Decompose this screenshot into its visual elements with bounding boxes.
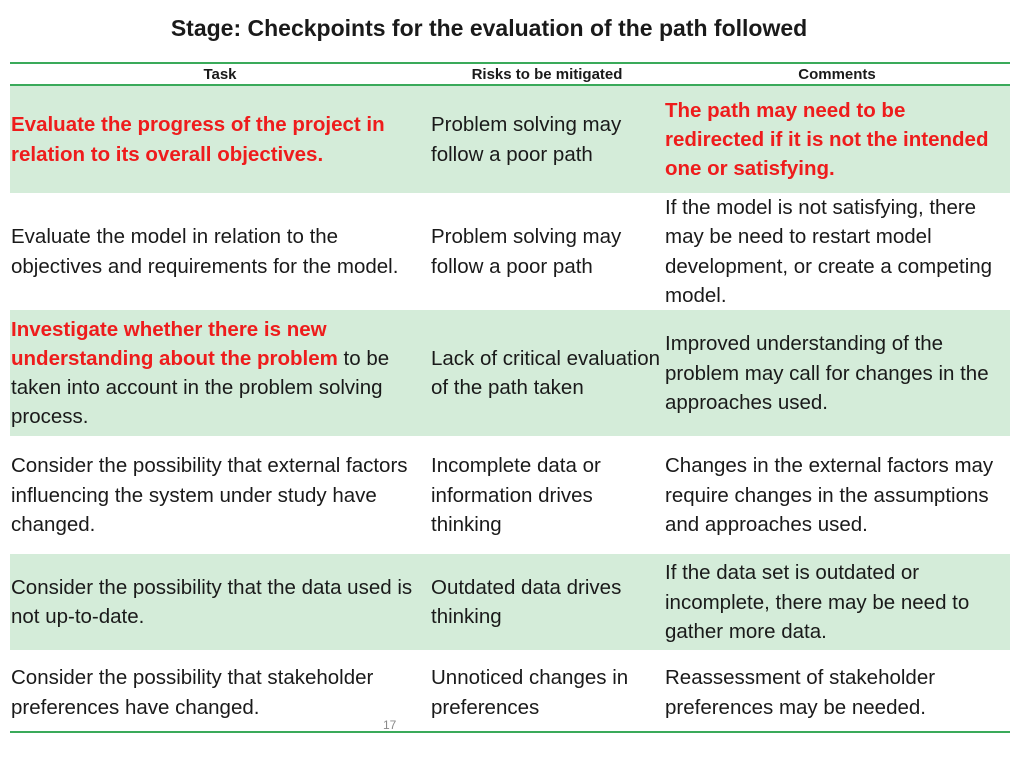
table-header	[10, 63, 1010, 85]
task-cell	[10, 310, 430, 436]
comment-cell	[664, 310, 1010, 436]
comment-cell	[664, 654, 1010, 732]
table-row	[10, 85, 1010, 193]
checkpoints-table	[10, 62, 1010, 733]
comment-text: Changes in the external factors may require changes in the assumptions and approaches used.	[665, 454, 994, 536]
slide-title: Stage: Checkpoints for the evaluation of the path followed	[170, 15, 808, 41]
comment-cell	[664, 85, 1010, 193]
risk-cell: Unnoticed changes in preferences	[430, 654, 664, 732]
task-text: Consider the possibility that stakeholder preferences have changed.	[11, 666, 374, 719]
task-text: to be taken into account in the problem solving process.	[11, 346, 390, 429]
comment-text: Improved understanding of the problem may call for changes in the approaches used.	[665, 332, 989, 414]
task-highlight: Investigate whether there is new understanding about the problem	[11, 317, 338, 370]
task-text: Consider the possibility that external factors influencing the system under study have changed.	[11, 454, 408, 536]
header-risks: Risks to be mitigated	[471, 65, 623, 83]
task-highlight: Evaluate the progress of the project in relation to its overall objectives.	[11, 113, 385, 166]
task-cell	[10, 85, 430, 193]
task-cell	[10, 554, 430, 650]
task-text: Evaluate the model in relation to the objectives and requirements for the model.	[11, 225, 399, 278]
table-row	[10, 654, 1010, 732]
page-number: 17	[383, 718, 397, 732]
header-task: Task	[203, 65, 237, 83]
comment-cell	[664, 554, 1010, 650]
comment-cell	[664, 436, 1010, 554]
task-cell	[10, 193, 430, 310]
comment-text: If the data set is outdated or incomplete, there may be need to gather more data.	[665, 561, 970, 643]
comment-highlight: The path may need to be redirected if it is not the intended one or satisfying.	[665, 98, 989, 181]
table-row	[10, 193, 1010, 310]
risk-cell: Incomplete data or information drives thinking	[430, 436, 664, 554]
risk-cell: Problem solving may follow a poor path	[430, 85, 664, 193]
comment-cell	[664, 193, 1010, 310]
risk-cell: Outdated data drives thinking	[430, 554, 664, 650]
table-row	[10, 436, 1010, 554]
comment-text: Reassessment of stakeholder preferences may be needed.	[665, 666, 936, 719]
task-cell	[10, 654, 430, 732]
risk-cell: Lack of critical evaluation of the path taken	[430, 310, 664, 436]
risk-cell: Problem solving may follow a poor path	[430, 193, 664, 310]
task-text: Consider the possibility that the data used is not up-to-date.	[11, 575, 413, 629]
table-row	[10, 554, 1010, 650]
task-cell	[10, 436, 430, 554]
header-comments: Comments	[798, 65, 876, 83]
comment-text: If the model is not satisfying, there may be need to restart model development, or create a competing model.	[665, 196, 993, 307]
table-row	[10, 310, 1010, 436]
